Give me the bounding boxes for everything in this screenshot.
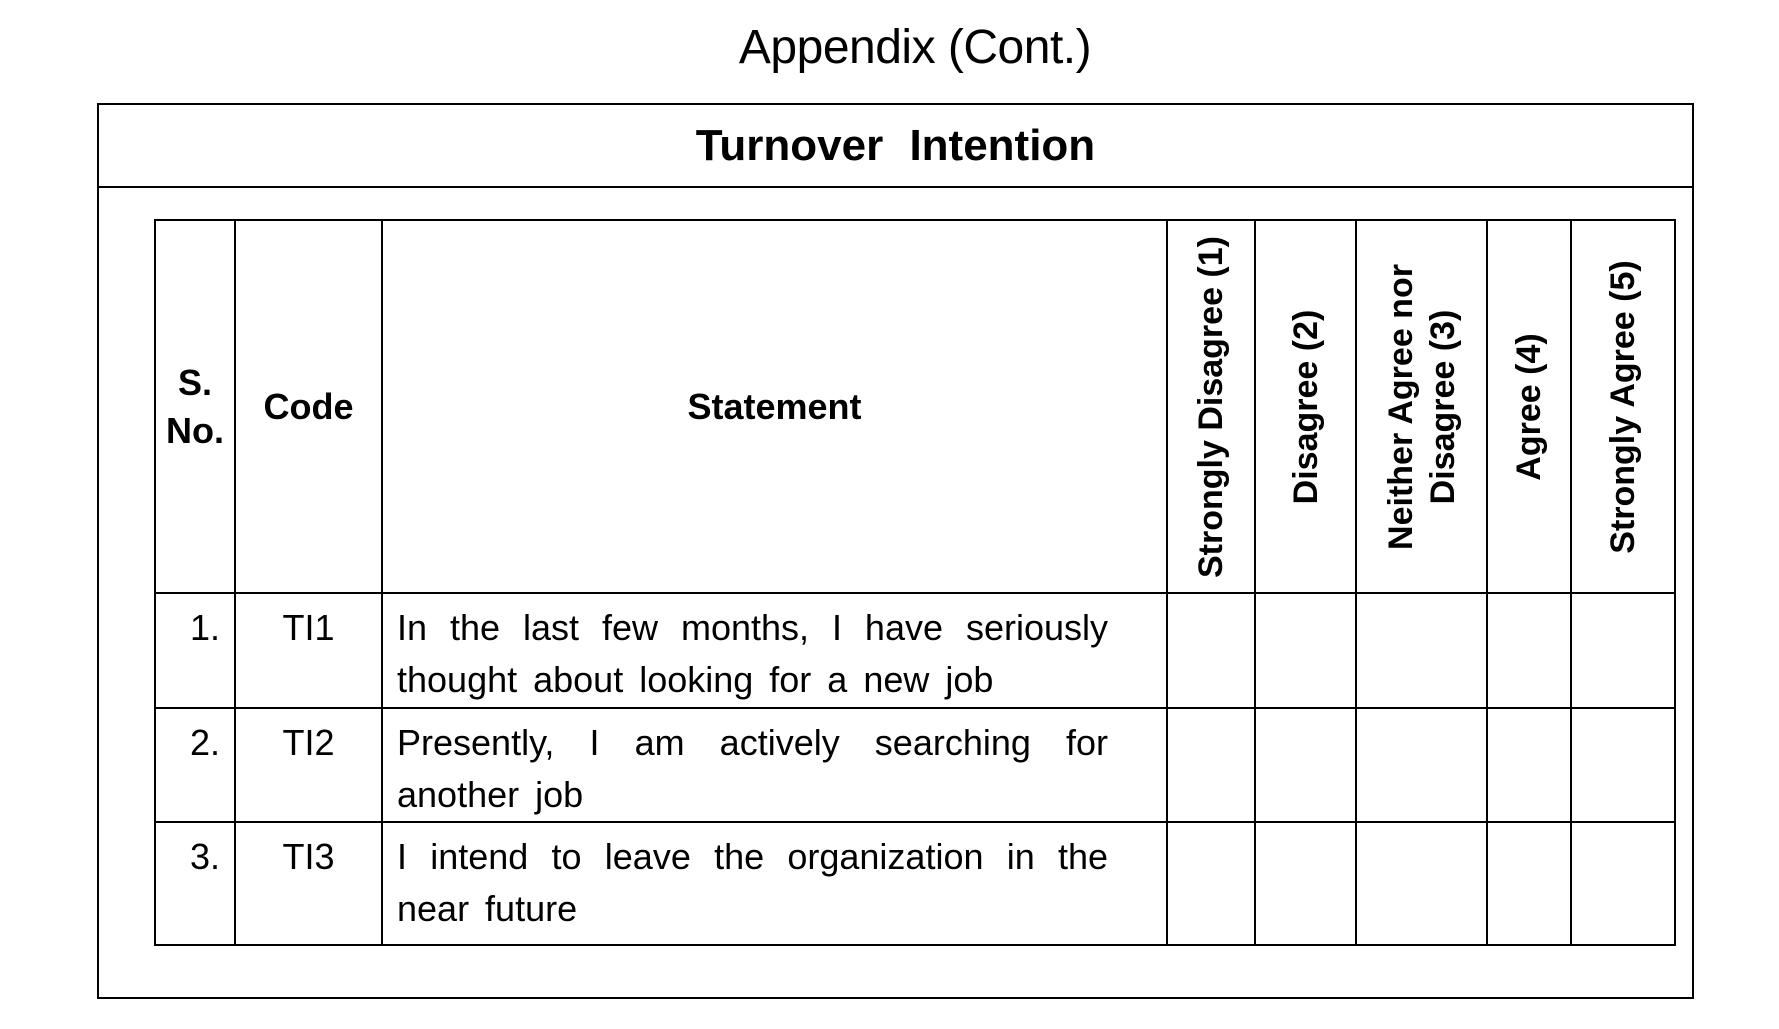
header-strongly-agree-label: Strongly Agree (5) bbox=[1604, 259, 1642, 554]
section-title: Turnover Intention bbox=[99, 105, 1692, 188]
header-neutral-label: Neither Agree nor Disagree (3) bbox=[1381, 263, 1462, 550]
row-statement: In the last few months, I have seriously thought about looking for a new job bbox=[382, 593, 1167, 708]
header-disagree-label: Disagree (2) bbox=[1286, 309, 1325, 504]
response-cell-disagree[interactable] bbox=[1255, 708, 1356, 822]
response-cell-agree[interactable] bbox=[1487, 822, 1571, 945]
table-row bbox=[155, 593, 1675, 708]
header-strongly-disagree bbox=[1167, 220, 1255, 593]
response-cell-agree[interactable] bbox=[1487, 708, 1571, 822]
response-cell-neutral[interactable] bbox=[1356, 708, 1487, 822]
response-cell-neutral[interactable] bbox=[1356, 822, 1487, 945]
header-strongly-agree bbox=[1571, 220, 1675, 593]
header-statement: Statement bbox=[382, 220, 1167, 593]
row-statement: Presently, I am actively searching for another job bbox=[382, 708, 1167, 822]
header-disagree bbox=[1255, 220, 1356, 593]
response-cell-strongly-agree[interactable] bbox=[1571, 822, 1675, 945]
row-sno: 1. bbox=[155, 593, 235, 708]
row-code: TI1 bbox=[235, 593, 382, 708]
row-sno: 3. bbox=[155, 822, 235, 945]
header-code: Code bbox=[235, 220, 382, 593]
table-header-row bbox=[155, 220, 1675, 593]
header-strongly-disagree-label: Strongly Disagree (1) bbox=[1192, 235, 1230, 578]
response-cell-strongly-agree[interactable] bbox=[1571, 708, 1675, 822]
response-cell-strongly-agree[interactable] bbox=[1571, 593, 1675, 708]
row-statement: I intend to leave the organization in the near future bbox=[382, 822, 1167, 945]
page-title: Appendix (Cont.) bbox=[738, 21, 1092, 74]
response-cell-strongly-disagree[interactable] bbox=[1167, 822, 1255, 945]
row-code: TI2 bbox=[235, 708, 382, 822]
response-cell-disagree[interactable] bbox=[1255, 593, 1356, 708]
response-cell-strongly-disagree[interactable] bbox=[1167, 593, 1255, 708]
response-cell-disagree[interactable] bbox=[1255, 822, 1356, 945]
response-cell-strongly-disagree[interactable] bbox=[1167, 708, 1255, 822]
row-sno: 2. bbox=[155, 708, 235, 822]
header-agree bbox=[1487, 220, 1571, 593]
response-cell-neutral[interactable] bbox=[1356, 593, 1487, 708]
likert-survey-table bbox=[154, 219, 1676, 946]
table-row bbox=[155, 822, 1675, 945]
header-agree-label: Agree (4) bbox=[1510, 332, 1548, 481]
header-sno: S. No. bbox=[155, 220, 235, 593]
response-cell-agree[interactable] bbox=[1487, 593, 1571, 708]
table-row bbox=[155, 708, 1675, 822]
row-code: TI3 bbox=[235, 822, 382, 945]
header-neutral bbox=[1356, 220, 1487, 593]
